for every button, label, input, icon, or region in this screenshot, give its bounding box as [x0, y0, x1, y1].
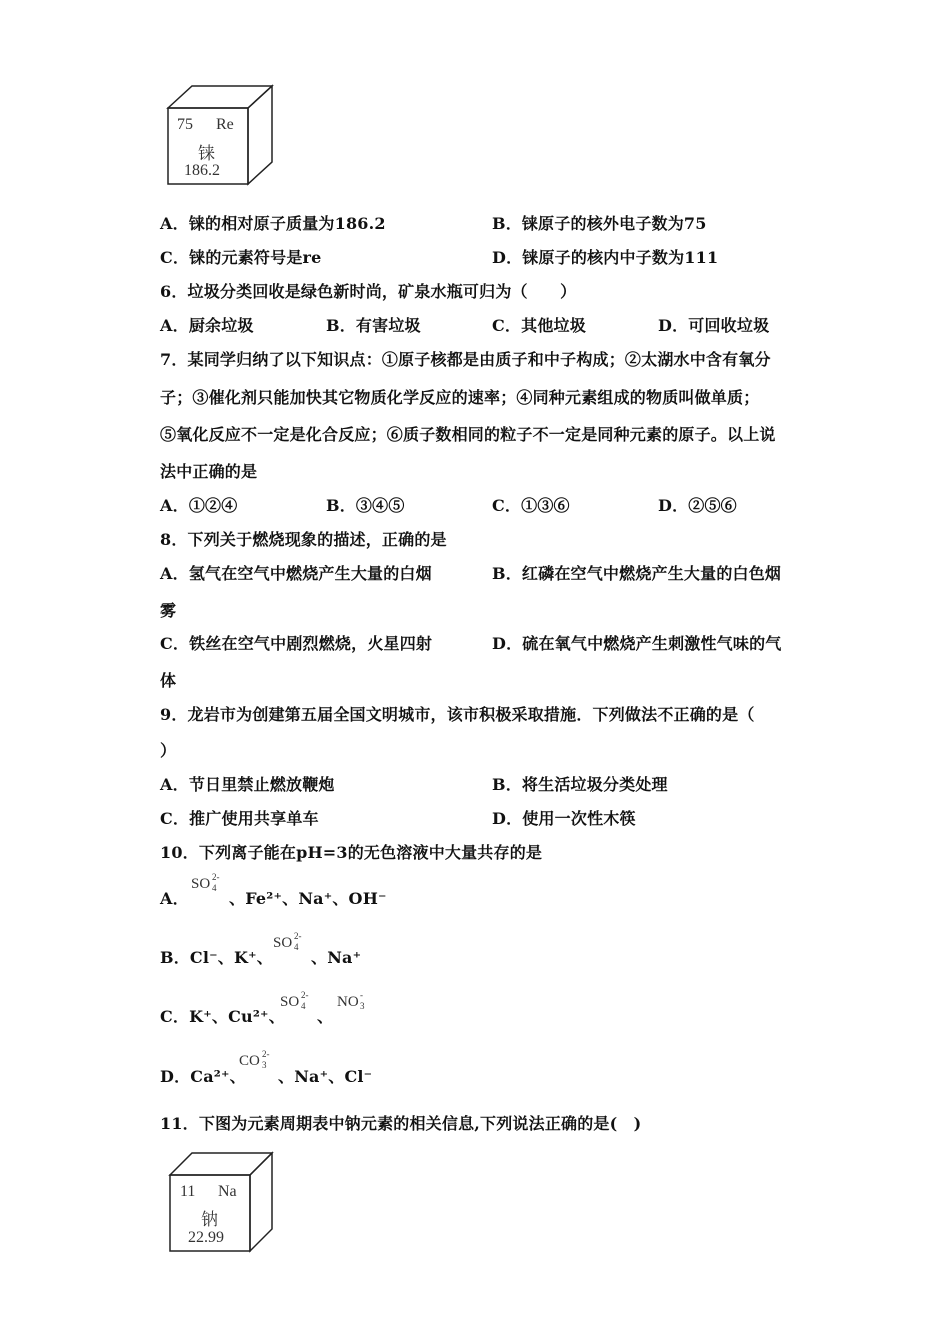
sodium-element-card [168, 1151, 276, 1255]
q9-stem: 9．龙岩市为创建第五届全国文明城市，该市积极采取措施．下列做法不正确的是（ [160, 705, 755, 724]
q8-option-b-continued: 雾 [160, 601, 177, 620]
q8-stem: 8．下列关于燃烧现象的描述，正确的是 [160, 530, 447, 549]
q10-option-c-label: C．K⁺、Cu²⁺、 [160, 1007, 285, 1026]
atomic-number: 75 [177, 116, 193, 133]
sulfate-ion-formula: SO 2- 4 [280, 990, 309, 1011]
carbonate-ion-formula: CO 2- 3 [239, 1049, 270, 1070]
element-name: 铼 [198, 144, 215, 163]
q6-stem: 6．垃圾分类回收是绿色新时尚，矿泉水瓶可归为（ ） [160, 282, 577, 301]
q7-option-b: B．③④⑤ [326, 496, 405, 515]
q5-option-a: A．铼的相对原子质量为186.2 [160, 214, 386, 233]
atomic-number: 11 [180, 1183, 196, 1200]
rhenium-element-card [166, 84, 276, 188]
q6-option-a: A．厨余垃圾 [160, 316, 254, 335]
q10-stem: 10．下列离子能在pH=3的无色溶液中大量共存的是 [160, 843, 543, 862]
element-symbol: Na [218, 1183, 237, 1200]
atomic-mass: 186.2 [184, 162, 220, 179]
q10-option-a-label: A． [160, 889, 189, 908]
element-symbol: Re [216, 116, 234, 133]
sulfate-ion-formula: SO 2- 4 [191, 872, 220, 893]
q10-option-a-rest: 、Fe²⁺、Na⁺、OH⁻ [229, 889, 387, 908]
q10-option-b-rest: 、Na⁺ [311, 948, 362, 967]
q8-option-d-continued: 体 [160, 671, 177, 690]
q10-option-d-rest: 、Na⁺、Cl⁻ [278, 1067, 373, 1086]
q7-stem-line4: 法中正确的是 [160, 462, 258, 481]
element-name: 钠 [201, 1210, 218, 1229]
q10-option-b-label: B．Cl⁻、K⁺、 [160, 948, 273, 967]
q8-option-a: A．氢气在空气中燃烧产生大量的白烟 [160, 564, 432, 583]
q6-option-c: C．其他垃圾 [492, 316, 586, 335]
q9-option-d: D．使用一次性木筷 [492, 809, 636, 828]
q7-option-a: A．①②④ [160, 496, 238, 515]
q5-option-b: B．铼原子的核外电子数为75 [492, 214, 707, 233]
q5-option-d: D．铼原子的核内中子数为111 [492, 248, 719, 267]
q9-stem-continued: ） [160, 741, 177, 760]
q8-option-c: C．铁丝在空气中剧烈燃烧，火星四射 [160, 634, 433, 653]
q6-option-b: B．有害垃圾 [326, 316, 421, 335]
q7-stem-line1: 7．某同学归纳了以下知识点：①原子核都是由质子和中子构成；②太湖水中含有氧分 [160, 350, 771, 369]
q10-option-c-separator: 、 [317, 1007, 334, 1026]
q8-option-d: D．硫在氧气中燃烧产生刺激性气味的气 [492, 634, 782, 653]
nitrate-ion-formula: NO - 3 [337, 990, 365, 1011]
q9-option-c: C．推广使用共享单车 [160, 809, 319, 828]
q9-option-b: B．将生活垃圾分类处理 [492, 775, 668, 794]
element-card-cube-outline [166, 84, 276, 188]
q9-option-a: A．节日里禁止燃放鞭炮 [160, 775, 335, 794]
q7-stem-line2: 子；③催化剂只能加快其它物质化学反应的速率；④同种元素组成的物质叫做单质； [160, 388, 760, 407]
q7-option-d: D．②⑤⑥ [658, 496, 737, 515]
q7-stem-line3: ⑤氧化反应不一定是化合反应；⑥质子数相同的粒子不一定是同种元素的原子。以上说 [160, 425, 776, 444]
q6-option-d: D．可回收垃圾 [658, 316, 770, 335]
q10-option-d-label: D．Ca²⁺、 [160, 1067, 246, 1086]
sulfate-ion-formula: SO 2- 4 [273, 931, 302, 952]
q5-option-c: C．铼的元素符号是re [160, 248, 322, 267]
q7-option-c: C．①③⑥ [492, 496, 570, 515]
q8-option-b: B．红磷在空气中燃烧产生大量的白色烟 [492, 564, 782, 583]
atomic-mass: 22.99 [188, 1229, 224, 1246]
q11-stem: 11．下图为元素周期表中钠元素的相关信息,下列说法正确的是( ) [160, 1114, 642, 1133]
